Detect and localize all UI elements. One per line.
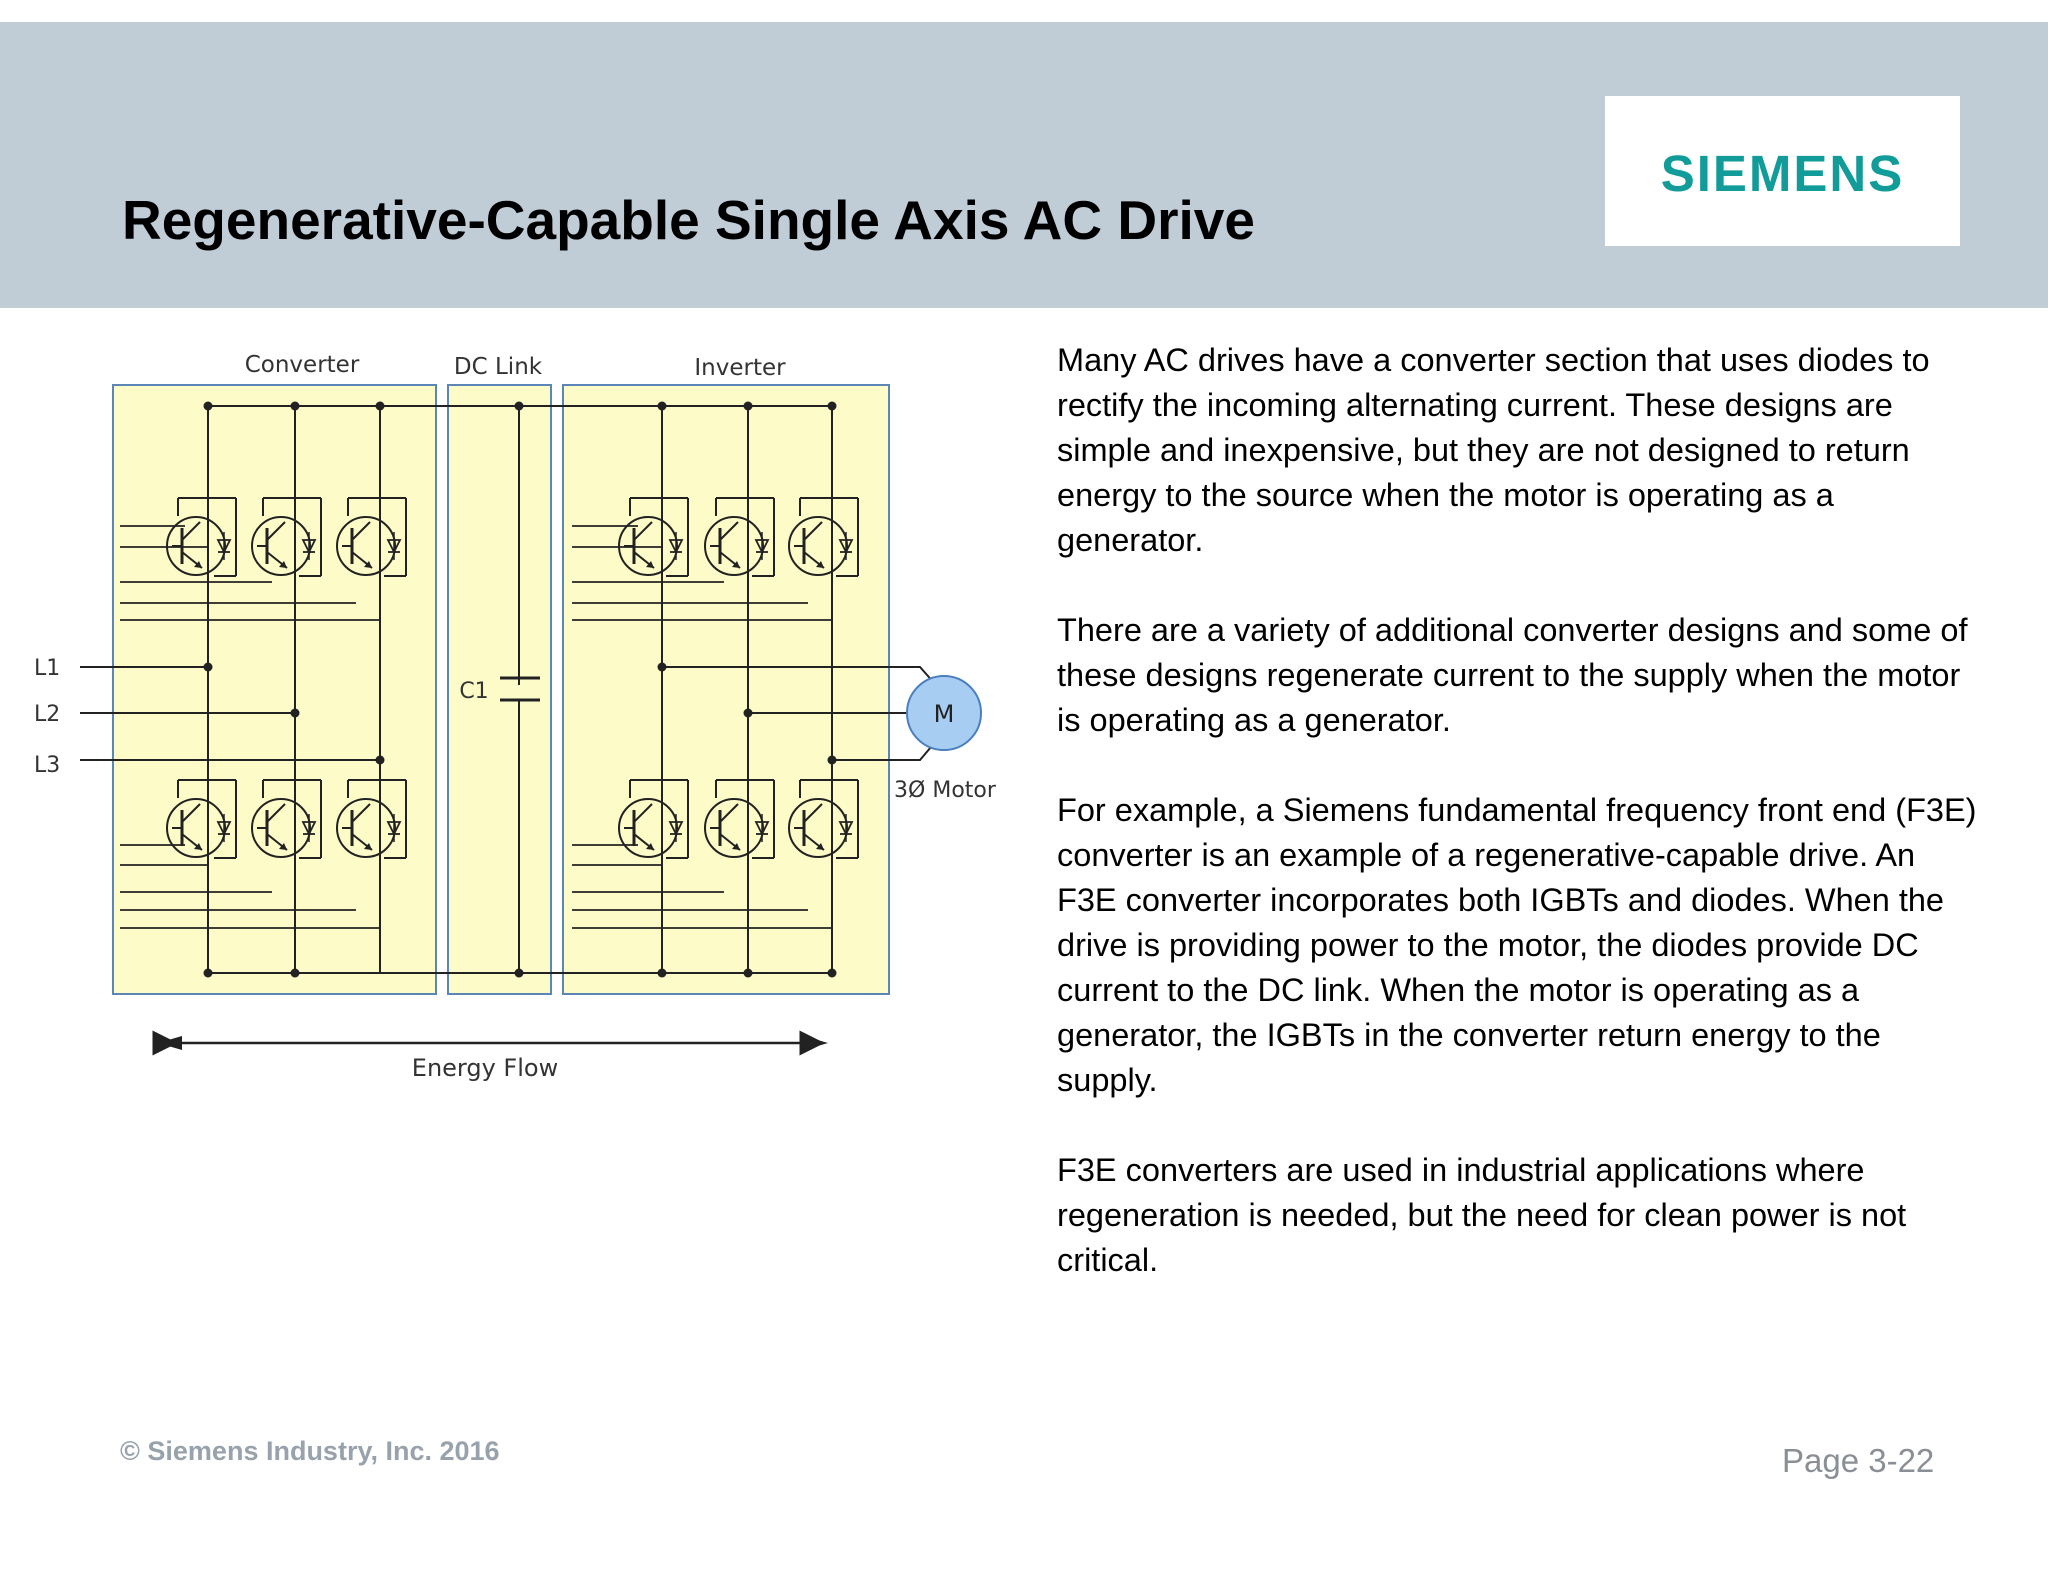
copyright: © Siemens Industry, Inc. 2016 <box>120 1436 500 1466</box>
inverter-section <box>563 385 889 994</box>
motor-label: M <box>933 700 955 728</box>
body-text <box>1057 338 1977 1328</box>
l2-label: L2 <box>34 702 61 727</box>
converter-label: Converter <box>244 352 360 378</box>
siemens-logo: SIEMENS <box>1660 145 1905 202</box>
paragraph-1: Many AC drives have a converter section that uses diodes to rectify the incoming alternating current. These designs are simple and inexpensive, but they are not designed to return energy to the source when the motor is operating as a generator. <box>1057 342 1930 558</box>
circuit-diagram <box>0 320 1040 1120</box>
page-number: Page 3-22 <box>1782 1442 1935 1479</box>
logo-box <box>1605 96 1960 246</box>
paragraph-2: There are a variety of additional converter designs and some of these designs regenerate current to the supply when the motor is operating as a generator. <box>1057 612 1968 738</box>
capacitor-label: C1 <box>459 679 489 704</box>
l1-label: L1 <box>34 656 61 681</box>
inverter-label: Inverter <box>694 355 786 381</box>
paragraph-3: For example, a Siemens fundamental frequency front end (F3E) converter is an example of a regenerative-capable drive. An F3E converter incorporates both IGBTs and diodes. When the drive is providing power to the motor, the diodes provide DC current to the DC link. When the motor is operating as a generator, the IGBTs in the converter return energy to the supply. <box>1057 792 1977 1098</box>
converter-section <box>113 385 436 994</box>
l3-label: L3 <box>34 753 61 778</box>
paragraph-4: F3E converters are used in industrial applications where regeneration is needed, but the need for clean power is not critical. <box>1057 1152 1907 1278</box>
dc-link-label: DC Link <box>453 354 543 380</box>
page-title: Regenerative-Capable Single Axis AC Drive <box>122 189 1255 251</box>
motor-caption: 3Ø Motor <box>894 778 996 803</box>
energy-flow-label: Energy Flow <box>411 1054 559 1082</box>
